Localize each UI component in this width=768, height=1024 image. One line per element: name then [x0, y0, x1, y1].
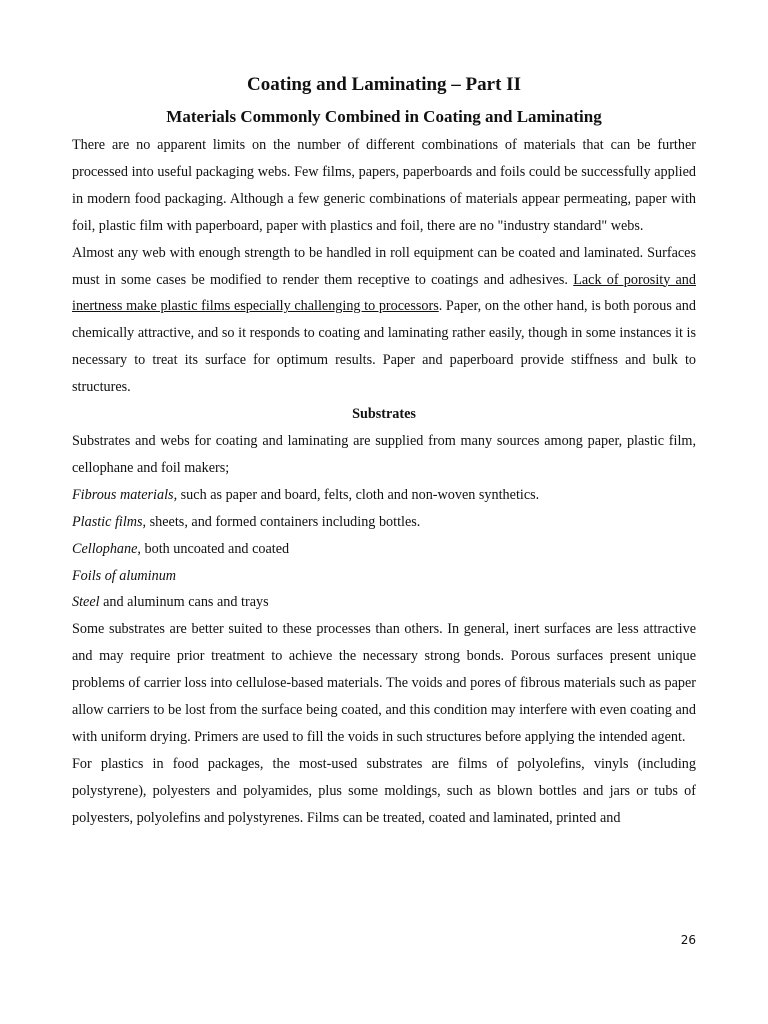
list-item-text: , both uncoated and coated — [137, 540, 290, 557]
list-item — [72, 589, 696, 616]
list-item-term: Foils of aluminum — [72, 567, 177, 584]
list-item-term: Cellophane — [72, 540, 138, 557]
list-item — [72, 536, 696, 563]
section-heading-substrates: Substrates — [352, 406, 416, 423]
underlined-statement: Lack of porosity and inertness make plastic films especially challenging to processors — [72, 271, 696, 315]
document-page — [72, 72, 696, 832]
list-item — [72, 482, 696, 509]
list-item-text: , sheets, and formed containers including bottles. — [142, 513, 421, 530]
document-body — [72, 132, 696, 832]
paragraph-substrate-suitability: Some substrates are better suited to these processes than others. In general, inert surfaces are less attractive and may require prior treatment to achieve the necessary strong bonds. Porous surfaces present unique problems of carrier loss into cellulose-based materials. The voids and pores of fibrous materials such as paper allow carriers to be lost from the surface being coated, and this condition may interfere with even coating and with uniform drying. Primers are used to fill the voids in such structures before applying the intended agent. — [72, 621, 696, 745]
paragraph-web-strength — [72, 240, 696, 401]
list-item-text: , such as paper and board, felts, cloth and non-woven synthetics. — [173, 486, 540, 503]
page-number: 26 — [680, 933, 696, 947]
paragraph-substrates-intro: Substrates and webs for coating and laminating are supplied from many sources among paper, plastic film, cellophane and foil makers; — [72, 432, 696, 476]
list-item-text: and aluminum cans and trays — [99, 594, 269, 611]
list-item — [72, 563, 696, 590]
paragraph-text: . Paper, on the other hand, is both porous and chemically attractive, and so it responds to coating and laminating rather easily, though in some instances it is necessary to treat its surface for optimum results. Paper and paperboard provide stiffness and bulk to structures. — [72, 298, 696, 396]
paragraph-food-plastics: For plastics in food packages, the most-used substrates are films of polyolefins, vinyls (including polystyrene), polyesters and polyamides, plus some moldings, such as blown bottles and jars or tubs of polyesters, polyolefins and polystyrenes. Films can be treated, coated and laminated, printed and — [72, 755, 696, 826]
list-item-term: Plastic films — [72, 513, 143, 530]
document-title: Coating and Laminating – Part II — [247, 74, 521, 95]
paragraph-combinations: There are no apparent limits on the number of different combinations of materials that can be further processed into useful packaging webs. Few films, papers, paperboards and foils could be successfully applied in modern food packaging. Although a few generic combinations of materials appear permeating, paper with foil, plastic film with paperboard, paper with plastics and foil, there are no "industry standard" webs. — [72, 137, 696, 234]
list-item — [72, 509, 696, 536]
paragraph-text: Almost any web with enough strength to be handled in roll equipment can be coated and laminated. Surfaces must in some cases be modified to render them receptive to coatings and adhesives. — [72, 244, 696, 288]
list-item-term: Steel — [72, 594, 100, 611]
list-item-term: Fibrous materials — [72, 486, 174, 503]
document-subtitle: Materials Commonly Combined in Coating and Laminating — [166, 107, 602, 126]
